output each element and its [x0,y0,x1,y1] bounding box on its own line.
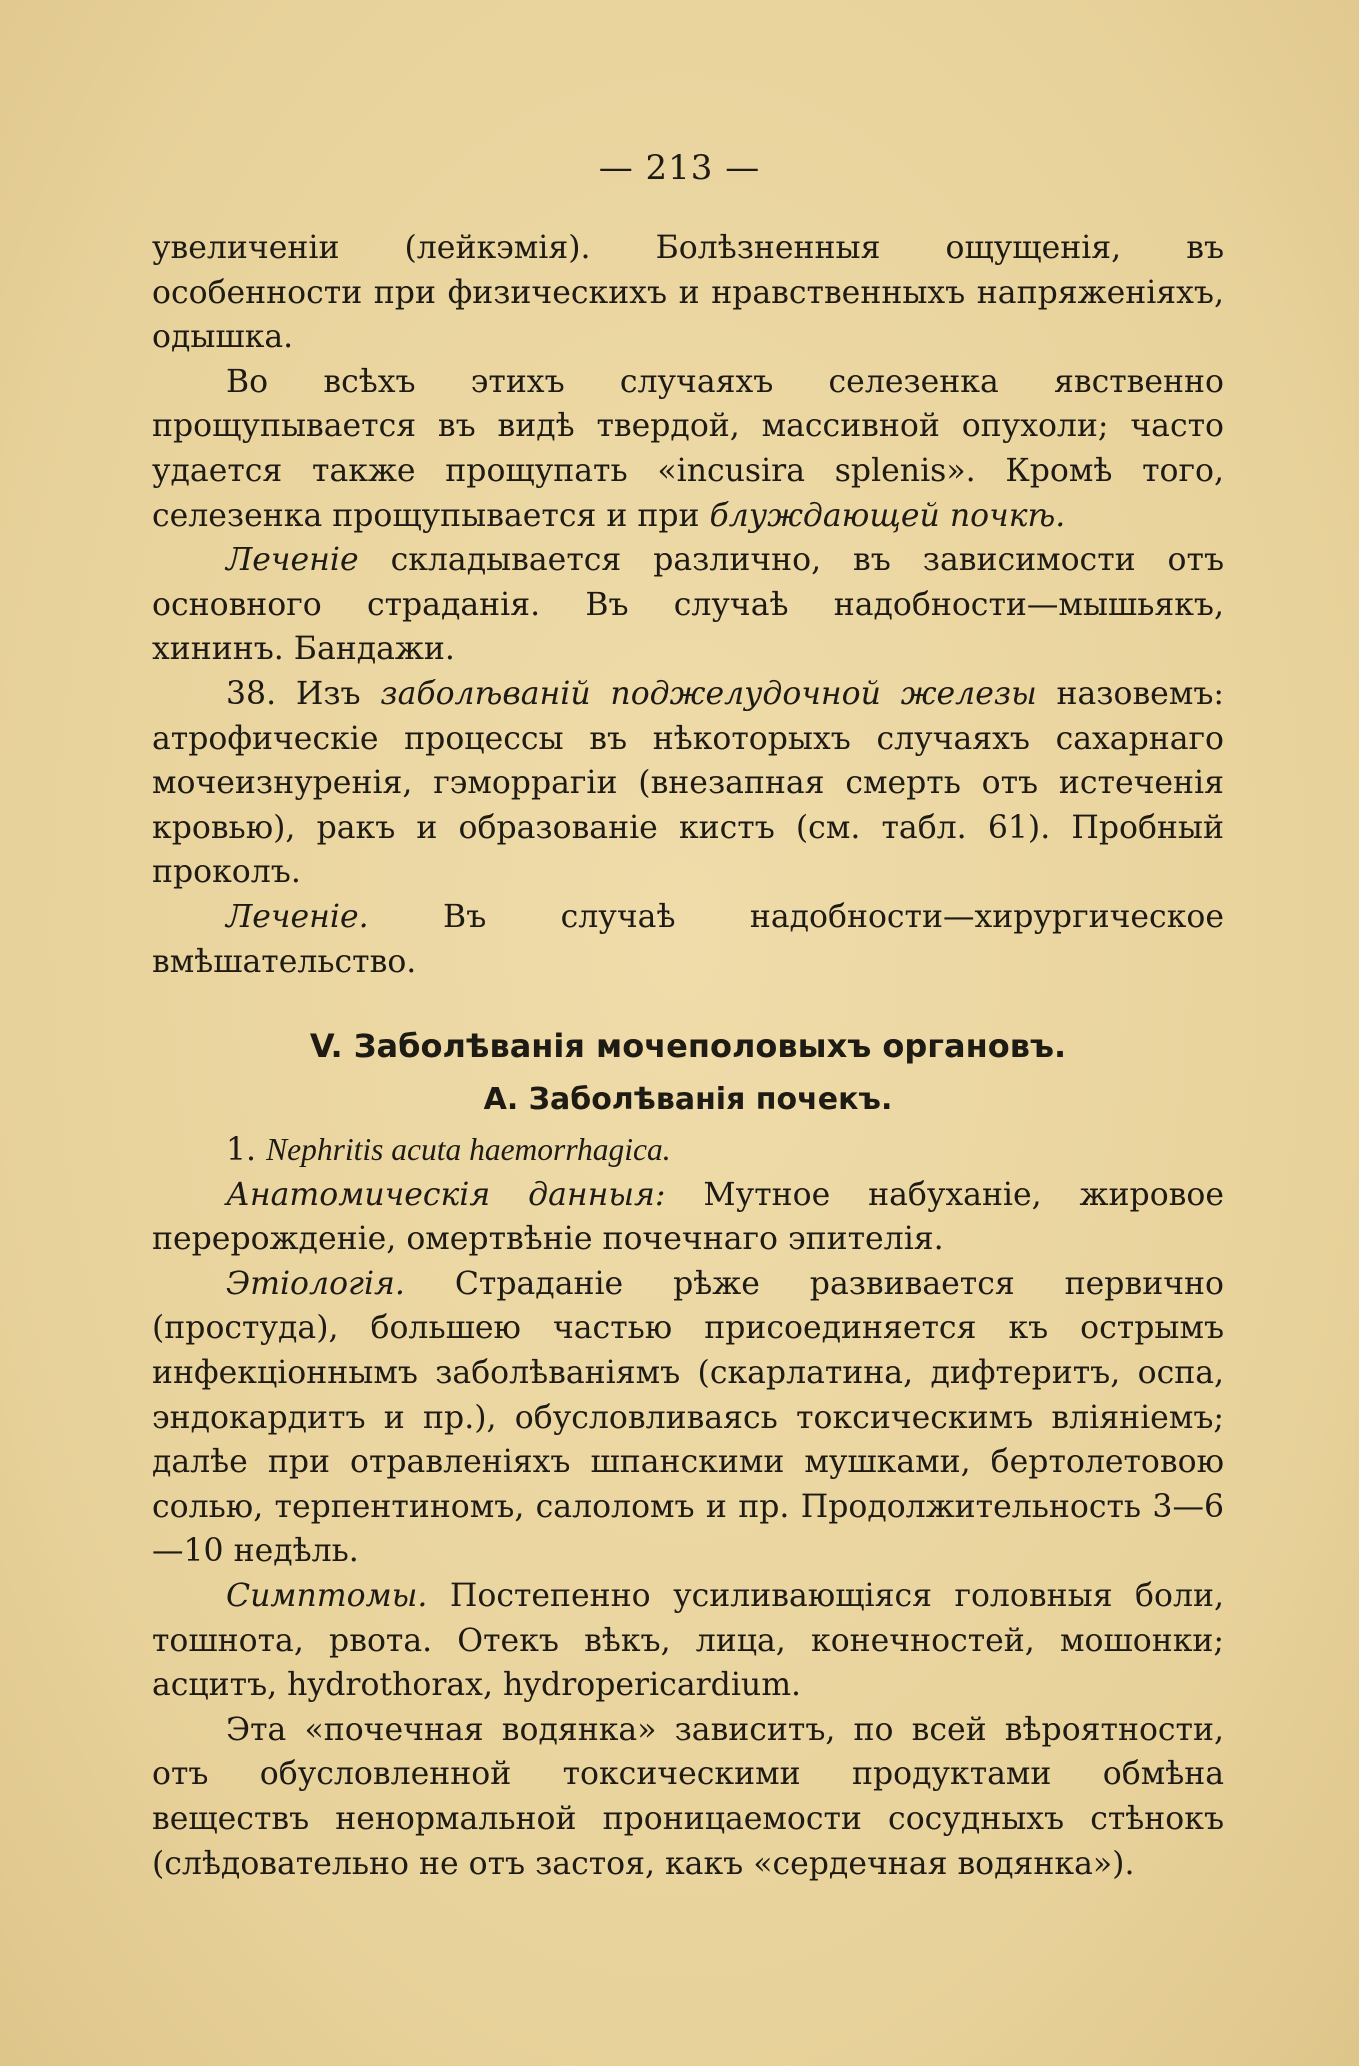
item-latin-title: Nephritis acuta haemorrhagica. [266,1132,671,1168]
paragraph-text: складывается различно, въ зависимости отъ основного страданія. Въ случаѣ надобности—мышьякъ, хининъ. Бандажи. [152,542,1224,668]
italic-term: Леченіе. [226,898,369,935]
subsection-heading: А. Заболѣванія почекъ. [483,1082,893,1118]
italic-term: Симптомы. [226,1578,428,1615]
paragraph-text: Эта «почечная водянка» зависитъ, по всей вѣроятности, отъ обусловленной токсическими продуктами обмѣна веществъ ненормальной проницаемости сосудныхъ стѣнокъ (слѣдовательно не отъ застоя, какъ «сердечная водянка»). [152,1711,1224,1882]
paragraph-pancreas-treatment [152,895,1224,984]
section-heading: V. Заболѣванія мочеполовыхъ органовъ. [309,1027,1067,1066]
paragraph-text: назовемъ: атрофическіе процессы въ нѣкоторыхъ случаяхъ сахарнаго мочеизнуренія, гэморрагіи (внезапная смерть отъ истеченія кровью), ракъ и образованіе кистъ (см. табл. 61). Пробный проколъ. [152,675,1224,891]
item-number: 1. [226,1132,267,1169]
item-title [152,1128,1224,1173]
italic-term: Анатомическія данныя: [226,1176,666,1213]
paragraph-text: Страданіе рѣже развивается первично (простуда), большею частью присоединяется къ острымъ инфекціоннымъ заболѣваніямъ (скарлатина, дифтеритъ, оспа, эндокардитъ и пр.), обусловливаясь токсическимъ вліяніемъ; далѣе при отравленіяхъ шпанскими мушками, бертолетовою солью, терпентиномъ, салоломъ и пр. Продолжительность 3—6—10 недѣль. [152,1265,1224,1570]
paragraph-dropsy [152,1708,1224,1886]
paragraph-spleen-palpation [152,360,1224,538]
paragraph-text: Во всѣхъ этихъ случаяхъ селезенка явственно прощупывается въ видѣ твердой, массивной опухоли; часто удается также прощупать «incusira splenis». Кромѣ того, селезенка прощупывается и при [152,363,1224,534]
italic-term: Этіологія. [226,1265,405,1302]
italic-term: заболѣваній поджелудочной железы [380,675,1037,712]
paragraph-spleen-treatment [152,538,1224,672]
italic-term: Леченіе [226,542,359,579]
italic-term: блуждающей почкѣ. [709,497,1066,534]
paragraph-text: Постепенно усиливающіяся головныя боли, тошнота, рвота. Отекъ вѣкъ, лица, конечностей, мошонки; асцитъ, hydrothorax, hydropericardium. [152,1578,1224,1704]
paragraph-text: Въ случаѣ надобности—хирургическое вмѣшательство. [152,898,1224,980]
paragraph-anatomy [152,1173,1224,1262]
paragraph-leukemia [152,226,1224,360]
paragraph-symptoms [152,1574,1224,1708]
page-number: — 213 — [598,148,761,188]
page-body [152,226,1224,1886]
paragraph-text: 38. Изъ [226,675,381,712]
paragraph-text: увеличеніи (лейкэмія). Болѣзненныя ощущенія, въ особенности при физическихъ и нравственныхъ напряженіяхъ, одышка. [152,230,1224,356]
paragraph-text: Мутное набуханіе, жировое перерожденіе, омертвѣніе почечнаго эпителія. [152,1176,1225,1258]
paragraph-pancreas [152,672,1224,895]
paragraph-etiology [152,1262,1224,1574]
